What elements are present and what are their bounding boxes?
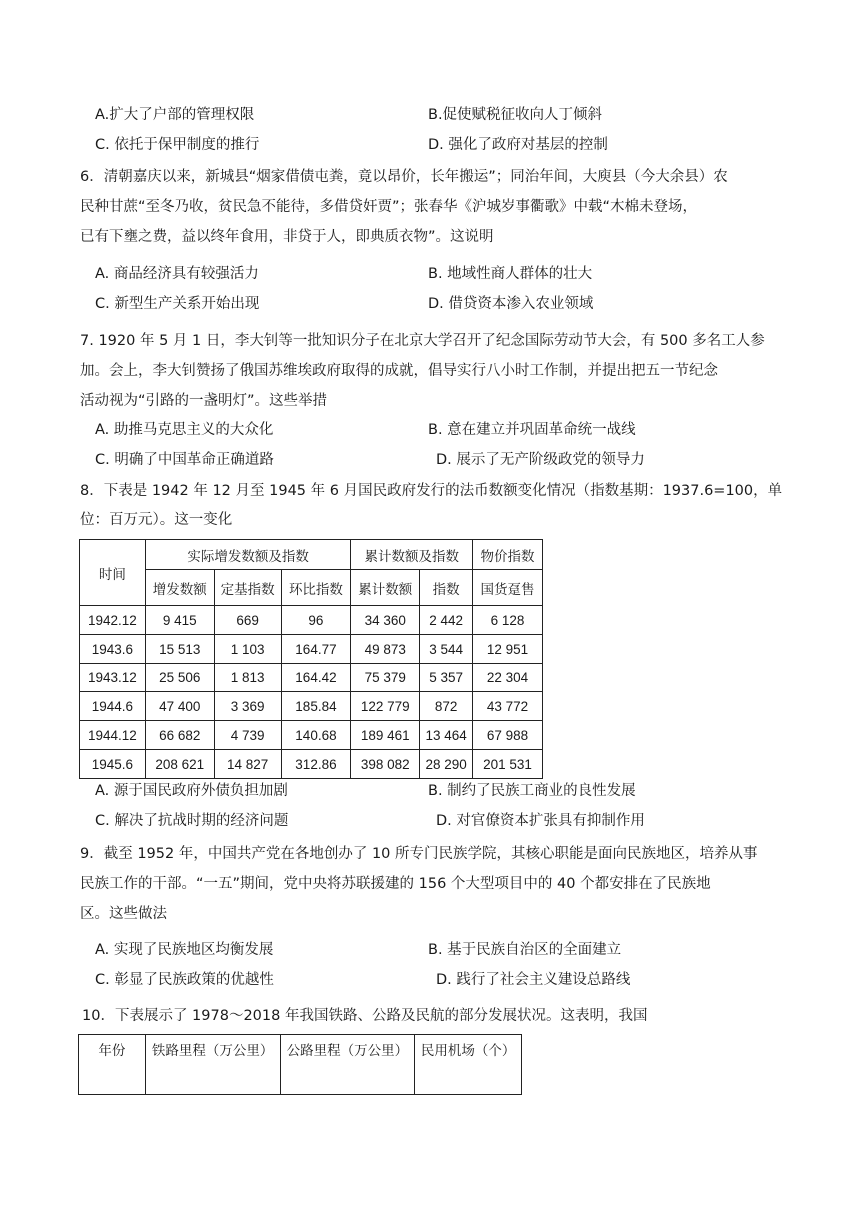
cell-time: 1944.6 — [80, 692, 146, 721]
q7-option-d: D. 展示了无产阶级政党的领导力 — [436, 452, 645, 468]
q10-transport-table — [78, 1034, 522, 1095]
cell-cum: 398 082 — [351, 750, 420, 779]
q6-option-a: A. 商品经济具有较强活力 — [95, 266, 259, 282]
cell-cum: 189 461 — [351, 721, 420, 750]
q9-option-b: B. 基于民族自治区的全面建立 — [428, 942, 622, 958]
q8-table-header-row1 — [80, 540, 543, 570]
cell-issue: 208 621 — [145, 750, 214, 779]
q6-stem-line3: 已有下壅之费，益以终年食用，非贷于人，即典质衣物”。这说明 — [80, 229, 494, 245]
cell-chain: 164.77 — [281, 635, 351, 664]
cell-price: 201 531 — [473, 750, 543, 779]
cell-index: 13 464 — [420, 721, 473, 750]
cell-price: 22 304 — [473, 664, 543, 692]
header-issue-amount: 增发数额 — [145, 570, 214, 606]
cell-time: 1945.6 — [80, 750, 146, 779]
q9-option-c: C. 彰显了民族政策的优越性 — [95, 972, 274, 988]
q5-option-c: C. 依托于保甲制度的推行 — [95, 137, 260, 153]
cell-index: 3 544 — [420, 635, 473, 664]
cell-price: 6 128 — [473, 606, 543, 635]
table-row — [80, 635, 543, 664]
header-cumulative-group: 累计数额及指数 — [351, 540, 473, 570]
cell-cum: 122 779 — [351, 692, 420, 721]
q5-option-b: B.促使赋税征收向人丁倾斜 — [428, 107, 603, 123]
q7-stem-line2: 加。会上，李大钊赞扬了俄国苏维埃政府取得的成就，倡导实行八小时工作制，并提出把五一节纪念 — [80, 363, 718, 379]
q9-stem-line2: 民族工作的干部。“一五”期间，党中央将苏联援建的 156 个大型项目中的 40 个都安排在了民族地 — [80, 876, 711, 892]
header-domestic-wholesale: 国货趸售 — [473, 570, 543, 606]
table-row — [80, 692, 543, 721]
q9-stem-line1: 9．截至 1952 年，中国共产党在各地创办了 10 所专门民族学院，其核心职能是面向民族地区，培养从事 — [80, 846, 758, 862]
q8-currency-table — [79, 539, 543, 779]
header-highway-mileage: 公路里程（万公里） — [280, 1035, 415, 1095]
q8-option-b: B. 制约了民族工商业的良性发展 — [428, 783, 636, 799]
table-row — [80, 606, 543, 635]
cell-cum: 49 873 — [351, 635, 420, 664]
q6-stem-line2: 民种甘蔗“至冬乃收，贫民急不能待，多借贷奸贾”；张春华《沪城岁事衢歌》中载“木棉未登场， — [80, 199, 698, 215]
table-row — [80, 750, 543, 779]
header-civil-airports: 民用机场（个） — [415, 1035, 522, 1095]
q8-option-d: D. 对官僚资本扩张具有抑制作用 — [436, 813, 645, 829]
header-actual-issue-group: 实际增发数额及指数 — [145, 540, 351, 570]
cell-index: 28 290 — [420, 750, 473, 779]
header-chain-index: 环比指数 — [281, 570, 351, 606]
cell-time: 1944.12 — [80, 721, 146, 750]
q6-option-d: D. 借贷资本渗入农业领域 — [428, 296, 594, 312]
cell-cum: 34 360 — [351, 606, 420, 635]
q6-option-c: C. 新型生产关系开始出现 — [95, 296, 260, 312]
cell-fixed: 1 813 — [214, 664, 281, 692]
table-row — [80, 721, 543, 750]
header-cumulative-amount: 累计数额 — [351, 570, 420, 606]
q6-option-b: B. 地域性商人群体的壮大 — [428, 266, 593, 282]
cell-issue: 15 513 — [145, 635, 214, 664]
cell-issue: 9 415 — [145, 606, 214, 635]
q7-option-a: A. 助推马克思主义的大众化 — [95, 422, 274, 438]
q7-option-b: B. 意在建立并巩固革命统一战线 — [428, 422, 636, 438]
table-row — [80, 664, 543, 692]
header-year: 年份 — [79, 1035, 146, 1095]
cell-chain: 312.86 — [281, 750, 351, 779]
q7-option-c: C. 明确了中国革命正确道路 — [95, 452, 274, 468]
q8-stem-line1: 8．下表是 1942 年 12 月至 1945 年 6 月国民政府发行的法币数额变化情况（指数基期：1937.6=100，单 — [80, 483, 783, 499]
q5-option-d: D. 强化了政府对基层的控制 — [428, 137, 608, 153]
header-index: 指数 — [420, 570, 473, 606]
cell-chain: 140.68 — [281, 721, 351, 750]
q8-option-c: C. 解决了抗战时期的经济问题 — [95, 813, 289, 829]
q6-stem-line1: 6．清朝嘉庆以来，新城县“烟家借债屯粪，竟以昂价，长年搬运”；同治年间，大庾县（今大余县）农 — [80, 169, 728, 185]
cell-cum: 75 379 — [351, 664, 420, 692]
cell-fixed: 4 739 — [214, 721, 281, 750]
q10-stem-line1: 10．下表展示了 1978～2018 年我国铁路、公路及民航的部分发展状况。这表明，我国 — [82, 1008, 648, 1024]
q7-stem-line1: 7. 1920 年 5 月 1 日，李大钊等一批知识分子在北京大学召开了纪念国际劳动节大会，有 500 多名工人参 — [80, 333, 765, 349]
cell-fixed: 1 103 — [214, 635, 281, 664]
q9-stem-line3: 区。这些做法 — [80, 906, 167, 922]
cell-chain: 164.42 — [281, 664, 351, 692]
cell-index: 2 442 — [420, 606, 473, 635]
q10-table-header-row — [79, 1035, 522, 1095]
cell-chain: 185.84 — [281, 692, 351, 721]
cell-price: 43 772 — [473, 692, 543, 721]
cell-index: 5 357 — [420, 664, 473, 692]
cell-fixed: 3 369 — [214, 692, 281, 721]
q9-option-d: D. 践行了社会主义建设总路线 — [436, 972, 631, 988]
header-time: 时间 — [80, 540, 146, 606]
q9-option-a: A. 实现了民族地区均衡发展 — [95, 942, 274, 958]
cell-index: 872 — [420, 692, 473, 721]
q8-option-a: A. 源于国民政府外债负担加剧 — [95, 783, 288, 799]
cell-fixed: 669 — [214, 606, 281, 635]
header-price-index: 物价指数 — [473, 540, 543, 570]
cell-price: 67 988 — [473, 721, 543, 750]
cell-time: 1943.12 — [80, 664, 146, 692]
cell-fixed: 14 827 — [214, 750, 281, 779]
q8-stem-line2: 位：百万元）。这一变化 — [80, 512, 233, 528]
cell-time: 1942.12 — [80, 606, 146, 635]
q5-option-a: A.扩大了户部的管理权限 — [95, 107, 255, 123]
header-railway-mileage: 铁路里程（万公里） — [145, 1035, 280, 1095]
cell-time: 1943.6 — [80, 635, 146, 664]
cell-issue: 66 682 — [145, 721, 214, 750]
q7-stem-line3: 活动视为“引路的一盏明灯”。这些举措 — [80, 393, 328, 409]
cell-issue: 25 506 — [145, 664, 214, 692]
cell-issue: 47 400 — [145, 692, 214, 721]
q8-table-header-row2 — [80, 570, 543, 606]
cell-chain: 96 — [281, 606, 351, 635]
header-fixed-base-index: 定基指数 — [214, 570, 281, 606]
cell-price: 12 951 — [473, 635, 543, 664]
